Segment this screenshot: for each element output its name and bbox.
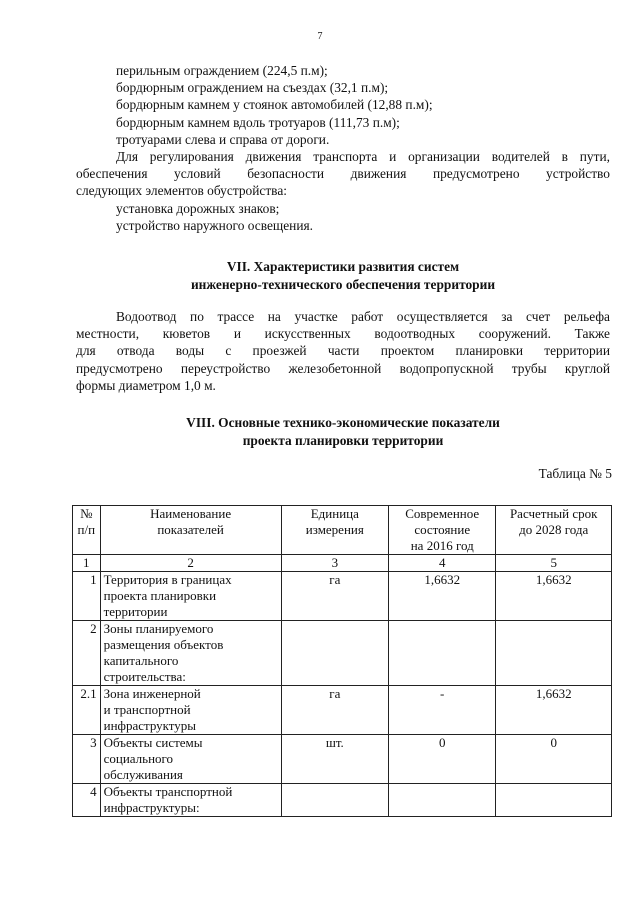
row-name-line: Объекты транспортной (103, 784, 233, 799)
index-cell: 2 (100, 555, 281, 572)
header-line: измерения (305, 522, 364, 537)
index-cell: 3 (281, 555, 388, 572)
header-line: Наименование (150, 506, 232, 521)
row-number: 3 (73, 735, 101, 784)
index-cell: 1 (73, 555, 101, 572)
list-item: бордюрным камнем у стоянок автомобилей (12,88 п.м); (116, 97, 433, 113)
row-current: - (389, 686, 496, 735)
paragraph-line: формы диаметром 1,0 м. (76, 377, 216, 393)
list-item: тротуарами слева и справа от дороги. (116, 131, 330, 147)
row-unit (281, 621, 388, 686)
list-item: бордюрным ограждением на съездах (32,1 п.м); (116, 80, 389, 96)
paragraph-line: для отвода воды с проезжей части проектом планировки территории (76, 343, 610, 359)
table-row (73, 735, 612, 784)
header-line: до 2028 года (519, 522, 589, 537)
header-cell-num (73, 506, 101, 555)
paragraph-line: следующих элементов обустройства: (76, 183, 287, 199)
table-row (73, 686, 612, 735)
table-row (73, 572, 612, 621)
table-row (73, 784, 612, 817)
section-7-paragraph (76, 308, 610, 394)
index-cell: 4 (389, 555, 496, 572)
header-line: состояние (414, 522, 471, 537)
row-name-line: Объекты системы (103, 735, 203, 750)
index-cell: 5 (496, 555, 612, 572)
row-name-line: социального (103, 751, 174, 766)
body-text-top (76, 62, 610, 234)
table-index-row (73, 555, 612, 572)
row-name (100, 686, 281, 735)
row-name-line: обслуживания (103, 767, 183, 782)
row-current: 1,6632 (389, 572, 496, 621)
row-name-line: строительства: (103, 669, 186, 684)
paragraph-line: местности, кюветов и искусственных водоотводных сооружений. Также (76, 326, 610, 342)
paragraph-line: Водоотвод по трассе на участке работ осуществляется за счет рельефа (116, 309, 610, 324)
row-name (100, 572, 281, 621)
row-name-line: проекта планировки (103, 588, 217, 603)
section-title-line: VII. Характеристики развития систем (226, 259, 460, 274)
row-current: 0 (389, 735, 496, 784)
table-header-row (73, 506, 612, 555)
header-cell-unit (281, 506, 388, 555)
list-item: устройство наружного освещения. (116, 217, 313, 233)
section-7-title (76, 258, 610, 293)
row-name-line: Зона инженерной (103, 686, 201, 701)
row-name-line: инфраструктуры (103, 718, 197, 733)
row-name-line: территории (103, 604, 168, 619)
table-caption: Таблица № 5 (538, 466, 612, 481)
header-line: Расчетный срок (509, 506, 598, 521)
row-current (389, 621, 496, 686)
row-name-line: капитального (103, 653, 179, 668)
header-line: Единица (310, 506, 359, 521)
row-number: 4 (73, 784, 101, 817)
list-item: установка дорожных знаков; (116, 200, 280, 216)
section-title-line: проекта планировки территории (242, 432, 444, 448)
header-line: на 2016 год (410, 538, 474, 553)
paragraph-line: обеспечения условий безопасности движения предусмотрено устройство (76, 166, 610, 182)
indicators-table (72, 505, 612, 817)
paragraph-line: предусмотрено переустройство железобетонной водопропускной трубы круглой (76, 360, 610, 376)
row-name (100, 621, 281, 686)
list-item: перильным ограждением (224,5 п.м); (116, 63, 328, 78)
row-planned: 1,6632 (496, 572, 612, 621)
row-name-line: Зоны планируемого (103, 621, 214, 636)
row-name (100, 735, 281, 784)
row-number: 1 (73, 572, 101, 621)
row-unit (281, 784, 388, 817)
row-current (389, 784, 496, 817)
row-number: 2 (73, 621, 101, 686)
header-line: показателей (157, 522, 224, 537)
section-title-line: инженерно-технического обеспечения территории (190, 276, 496, 292)
header-cell-planned (496, 506, 612, 555)
row-planned (496, 784, 612, 817)
row-planned: 0 (496, 735, 612, 784)
section-title-line: VIII. Основные технико-экономические показатели (186, 415, 500, 430)
page-number: 7 (317, 31, 323, 42)
list-item: бордюрным камнем вдоль тротуаров (111,73 п.м); (116, 114, 400, 130)
header-line: № (80, 506, 93, 521)
header-cell-current (389, 506, 496, 555)
row-planned (496, 621, 612, 686)
paragraph-line: Для регулирования движения транспорта и организации водителей в пути, (116, 149, 610, 165)
header-line: п/п (77, 522, 96, 537)
row-unit: шт. (281, 735, 388, 784)
row-unit: га (281, 572, 388, 621)
row-planned: 1,6632 (496, 686, 612, 735)
header-cell-name (100, 506, 281, 555)
header-line: Современное (405, 506, 480, 521)
row-unit: га (281, 686, 388, 735)
row-name-line: размещения объектов (103, 637, 224, 652)
row-name (100, 784, 281, 817)
section-8-title (76, 414, 610, 449)
row-number: 2.1 (73, 686, 101, 735)
table-row (73, 621, 612, 686)
row-name-line: инфраструктуры: (103, 800, 200, 815)
row-name-line: и транспортной (103, 702, 191, 717)
row-name-line: Территория в границах (103, 572, 232, 587)
